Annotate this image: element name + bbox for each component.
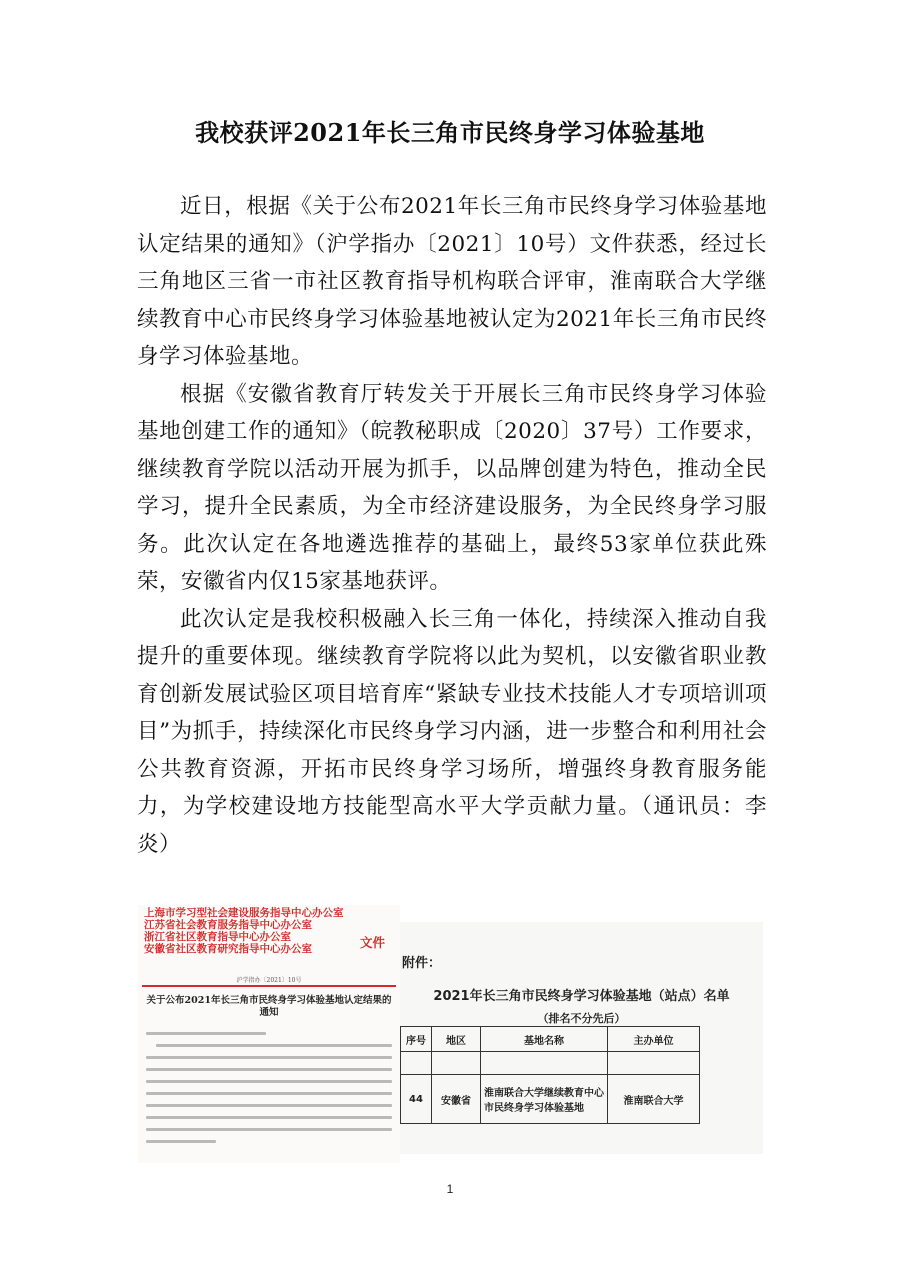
article-body <box>137 188 767 863</box>
issuer-list <box>144 907 344 955</box>
paragraph-2: 根据《安徽省教育厅转发关于开展长三角市民终身学习体验基地创建工作的通知》（皖教秘职成〔2020〕37号）工作要求，继续教育学院以活动开展为抓手，以品牌创建为特色，推动全民学习，提升全民素质，为全市经济建设服务，为全民终身学习服务。此次认定在各地遴选推荐的基础上，最终53家单位获此殊荣，安徽省内仅15家基地获评。 <box>137 381 767 594</box>
paragraph-1: 近日，根据《关于公布2021年长三角市民终身学习体验基地认定结果的通知》（沪学指办〔2021〕10号）文件获悉，经过长三角地区三省一市社区教育指导机构联合评审，淮南联合大学继续教育中心市民终身学习体验基地被认定为2021年长三角市民终身学习体验基地。 <box>137 194 767 369</box>
body-text-line <box>146 1140 216 1143</box>
body-text-line <box>146 1068 392 1071</box>
attachment-list-image <box>400 922 763 1154</box>
row-region: 安徽省 <box>432 1075 481 1124</box>
notice-document-image <box>138 905 400 1163</box>
issuer-2: 江苏省社会教育服务指导中心办公室 <box>144 919 312 931</box>
row-number: 44 <box>401 1075 432 1124</box>
body-text-line <box>146 1104 392 1107</box>
paragraph-3: 此次认定是我校积极融入长三角一体化，持续深入推动自我提升的重要体现。继续教育学院将以此为契机，以安徽省职业教育创新发展试验区项目培育库“紧缺专业技术技能人才专项培训项目”为抓手，持续深化市民终身学习内涵，进一步整合和利用社会公共教育资源，开拓市民终身学习场所，增强终身教育服务能力，为学校建设地方技能型高水平大学贡献力量。（通讯员：李炎） <box>137 606 767 857</box>
body-text-line <box>156 1044 392 1047</box>
table-row <box>401 1052 700 1075</box>
body-text-line <box>146 1092 392 1095</box>
row-organizer: 淮南联合大学 <box>608 1075 700 1124</box>
red-divider <box>142 985 396 987</box>
header-organizer: 主办单位 <box>608 1027 700 1052</box>
table-header-row <box>401 1027 700 1052</box>
header-region: 地区 <box>432 1027 481 1052</box>
row-base-name: 淮南联合大学继续教育中心市民终身学习体验基地 <box>481 1075 608 1124</box>
body-text-line <box>146 1080 392 1083</box>
body-text-line <box>146 1116 392 1119</box>
attachment-title: 2021年长三角市民终身学习体验基地（站点）名单 <box>433 989 730 1004</box>
issuer-suffix: 文件 <box>360 935 386 950</box>
document-number: 沪学指办〔2021〕10号 <box>236 977 302 984</box>
notice-title: 关于公布2021年长三角市民终身学习体验基地认定结果的通知 <box>146 995 392 1018</box>
body-text-line <box>146 1056 392 1059</box>
issuer-1: 上海市学习型社会建设服务指导中心办公室 <box>144 907 344 919</box>
header-base-name: 基地名称 <box>481 1027 608 1052</box>
page-number: 1 <box>446 1182 454 1196</box>
issuer-3: 浙江省社区教育指导中心办公室 <box>144 931 291 943</box>
base-list-table <box>400 1026 700 1124</box>
body-text-line <box>146 1032 266 1035</box>
issuer-4: 安徽省社区教育研究指导中心办公室 <box>144 943 312 955</box>
table-row <box>401 1075 700 1124</box>
header-number: 序号 <box>401 1027 432 1052</box>
body-text-line <box>146 1128 392 1131</box>
attachment-subtitle: （排名不分先后） <box>537 1012 626 1025</box>
article-title: 我校获评2021年长三角市民终身学习体验基地 <box>195 118 705 147</box>
attachment-label: 附件： <box>402 956 442 971</box>
